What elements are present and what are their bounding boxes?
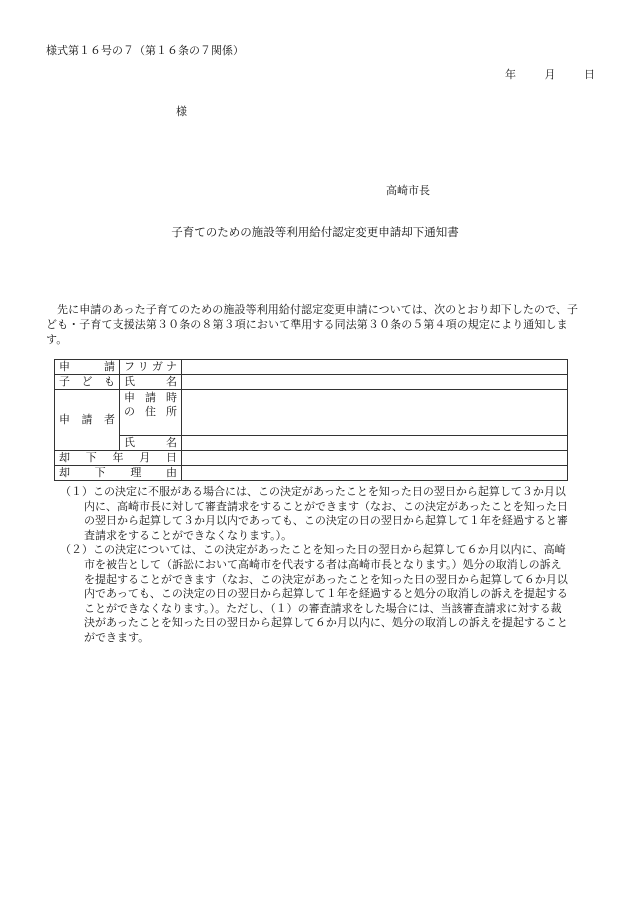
address-label-1: 申請時 bbox=[124, 391, 177, 404]
recipient-honorific: 様 bbox=[176, 105, 187, 118]
furigana-label: フリガナ bbox=[120, 360, 182, 375]
date-year: 年 bbox=[505, 68, 516, 81]
furigana-value bbox=[182, 360, 568, 375]
date-day: 日 bbox=[584, 68, 595, 81]
child-label-2: 子ども bbox=[55, 375, 120, 390]
body-text: 先に申請のあった子育てのための施設等利用給付認定変更申請については、次のとおり却下したので、子ども・子育て支援法第３０条の８第３項において準用する同法第３０条の５第４項の規定により通知します。 bbox=[46, 303, 579, 346]
notes bbox=[60, 485, 570, 646]
applicant-name-value bbox=[182, 436, 568, 451]
address-label bbox=[120, 390, 182, 436]
table-row bbox=[55, 360, 568, 375]
child-label-1: 申請 bbox=[55, 360, 120, 375]
address-value bbox=[182, 390, 568, 436]
document-title: 子育てのための施設等利用給付認定変更申請却下通知書 bbox=[171, 225, 459, 239]
rejection-date-value bbox=[182, 451, 568, 466]
table-row bbox=[55, 466, 568, 481]
date-month: 月 bbox=[544, 68, 556, 81]
issuer: 高崎市長 bbox=[386, 184, 430, 197]
table-row bbox=[55, 436, 568, 451]
note-1: （１）この決定に不服がある場合には、この決定があったことを知った日の翌日から起算して３か月以内に、高崎市長に対して審査請求をすることができます（なお、この決定があったことを知った日の翌日から起算して３か月以内であっても、この決定の日の翌日から起算して１年を経過すると審査請求をすることができなくなります。）。 bbox=[60, 485, 568, 542]
info-table bbox=[54, 359, 568, 481]
table-row bbox=[55, 390, 568, 436]
rejection-reason-label: 却下理由 bbox=[55, 466, 182, 481]
rejection-reason-value bbox=[182, 466, 568, 481]
child-name-value bbox=[182, 375, 568, 390]
table-row bbox=[55, 375, 568, 390]
note-2: （２）この決定については、この決定があったことを知った日の翌日から起算して６か月以内に、高崎市を被告として（訴訟において高崎市を代表する者は高崎市長となります。）処分の取消しの訴えを提起することができます（なお、この決定があったことを知った日の翌日から起算して６か月以内であっても、この決定の日の翌日から起算して１年を経過すると処分の取消しの訴えを提起することができなくなります。）。ただし、（１）の審査請求をした場合には、当該審査請求に対する裁決があったことを知った日の翌日から起算して６か月以内に、処分の取消しの訴えを提起することができます。 bbox=[60, 543, 568, 644]
rejection-date-label: 却下年月日 bbox=[55, 451, 182, 466]
child-name-label: 氏名 bbox=[120, 375, 182, 390]
address-label-2: の住所 bbox=[124, 405, 177, 418]
date-line bbox=[505, 67, 595, 82]
table-row bbox=[55, 451, 568, 466]
form-number: 様式第１６号の７（第１６条の７関係） bbox=[46, 44, 244, 57]
applicant-name-label: 氏名 bbox=[120, 436, 182, 451]
applicant-label: 申請者 bbox=[55, 390, 120, 451]
